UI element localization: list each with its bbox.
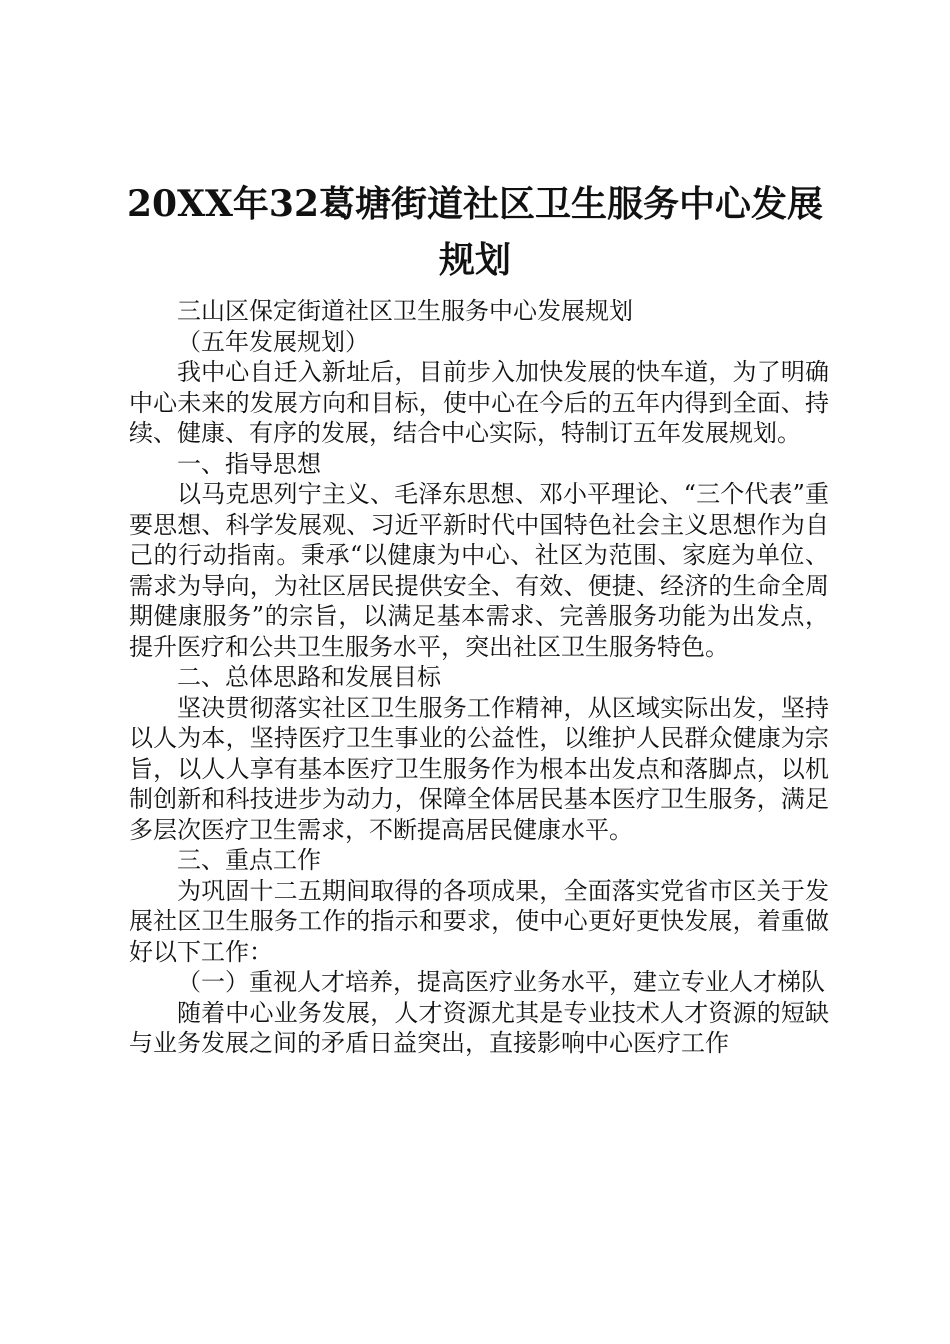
subsection-heading-talent: （一）重视人才培养，提高医疗业务水平，建立专业人才梯队 bbox=[177, 968, 825, 996]
key-work-paragraph: 为巩固十二五期间取得的各项成果，全面落实党省市区关于发展社区卫生服务工作的指示和要求，使中心更好更快发展，着重做好以下工作： bbox=[129, 876, 829, 966]
document-body bbox=[129, 296, 829, 1059]
section-heading-overall-approach: 二、总体思路和发展目标 bbox=[177, 663, 441, 691]
intro-paragraph: 我中心自迁入新址后，目前步入加快发展的快车道，为了明确中心未来的发展方向和目标，使中心在今后的五年内得到全面、持续、健康、有序的发展，结合中心实际，特制订五年发展规划。 bbox=[129, 358, 829, 447]
guiding-thought-paragraph: 以马克思列宁主义、毛泽东思想、邓小平理论、“三个代表”重要思想、科学发展观、习近平新时代中国特色社会主义思想作为自己的行动指南。秉承“以健康为中心、社区为范围、家庭为单位、需求为导向，为社区居民提供安全、有效、便捷、经济的生命全周期健康服务”的宗旨，以满足基本需求、完善服务功能为出发点，提升医疗和公共卫生服务水平，突出社区卫生服务特色。 bbox=[129, 480, 829, 661]
overall-approach-paragraph: 坚决贯彻落实社区卫生服务工作精神，从区域实际出发，坚持以人为本，坚持医疗卫生事业的公益性，以维护人民群众健康为宗旨，以人人享有基本医疗卫生服务作为根本出发点和落脚点，以机制创新和科技进步为动力，保障全体居民基本医疗卫生服务，满足多层次医疗卫生需求，不断提高居民健康水平。 bbox=[129, 693, 829, 844]
document-title: 20XX年32葛塘街道社区卫生服务中心发展规划 bbox=[126, 183, 824, 281]
subtitle-note: （五年发展规划） bbox=[177, 327, 369, 356]
subtitle-paragraph: 三山区保定街道社区卫生服务中心发展规划 bbox=[177, 297, 633, 325]
talent-paragraph: 随着中心业务发展，人才资源尤其是专业技术人才资源的短缺与业务发展之间的矛盾日益突出，直接影响中心医疗工作 bbox=[129, 998, 829, 1057]
section-heading-key-work: 三、重点工作 bbox=[177, 846, 321, 874]
section-heading-guiding-thought: 一、指导思想 bbox=[177, 449, 321, 478]
